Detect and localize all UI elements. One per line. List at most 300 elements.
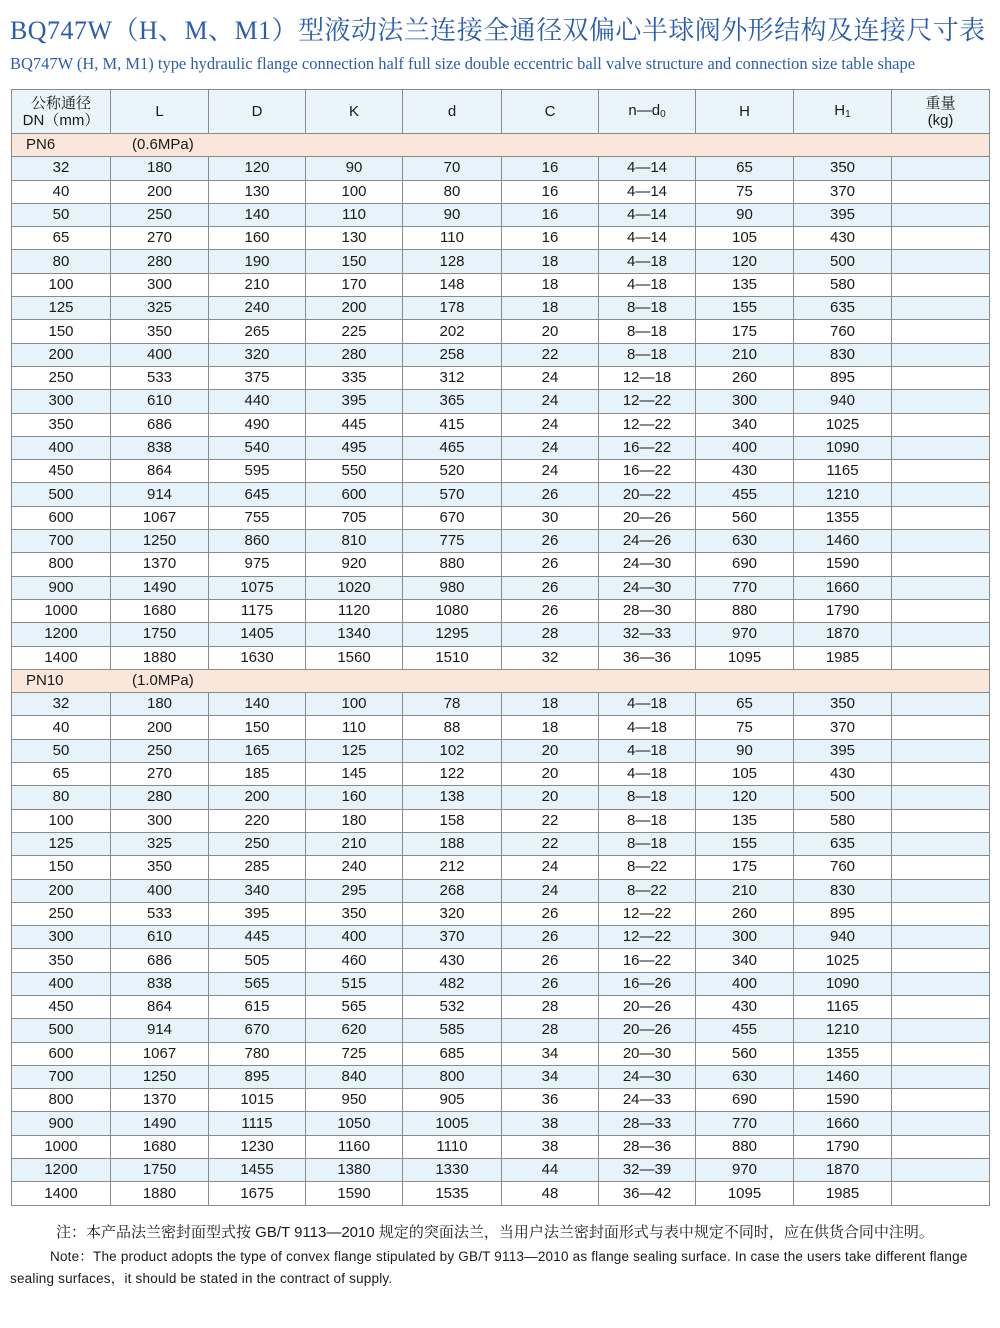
table-cell: 1115 xyxy=(209,1112,306,1135)
table-cell: 250 xyxy=(111,739,209,762)
table-cell xyxy=(892,995,990,1018)
table-cell: 20—26 xyxy=(599,506,696,529)
table-cell: 185 xyxy=(209,763,306,786)
table-cell: 24 xyxy=(502,460,599,483)
table-cell: 560 xyxy=(696,506,794,529)
table-row xyxy=(12,460,990,483)
table-cell: 4—14 xyxy=(599,227,696,250)
table-cell: 1095 xyxy=(696,1182,794,1205)
table-cell: 8—18 xyxy=(599,786,696,809)
table-cell xyxy=(892,949,990,972)
table-row xyxy=(12,1042,990,1065)
table-cell: 12—22 xyxy=(599,902,696,925)
table-cell: 24—30 xyxy=(599,1065,696,1088)
table-cell: 65 xyxy=(12,227,111,250)
table-cell: 220 xyxy=(209,809,306,832)
table-cell: 580 xyxy=(794,273,892,296)
table-cell xyxy=(892,297,990,320)
table-cell: 4—18 xyxy=(599,716,696,739)
table-cell: 12—22 xyxy=(599,926,696,949)
table-cell: 16 xyxy=(502,180,599,203)
table-cell: 78 xyxy=(403,693,502,716)
note-chinese: 注：本产品法兰密封面型式按 GB/T 9113—2010 规定的突面法兰，当用户法兰密封面形式与表中规定不同时，应在供货合同中注明。 xyxy=(56,1224,934,1241)
table-cell: 16 xyxy=(502,227,599,250)
table-cell xyxy=(892,1042,990,1065)
table-cell: 8—18 xyxy=(599,297,696,320)
table-row xyxy=(12,949,990,972)
table-cell: 4—18 xyxy=(599,739,696,762)
table-cell: 1880 xyxy=(111,1182,209,1205)
table-cell: 140 xyxy=(209,693,306,716)
table-cell xyxy=(892,390,990,413)
table-cell: 830 xyxy=(794,879,892,902)
table-cell: 430 xyxy=(696,460,794,483)
table-cell: 686 xyxy=(111,413,209,436)
table-cell: 150 xyxy=(12,320,111,343)
table-cell xyxy=(892,1112,990,1135)
table-cell: 26 xyxy=(502,949,599,972)
table-cell: 120 xyxy=(209,157,306,180)
table-cell: 20—22 xyxy=(599,483,696,506)
table-cell: 48 xyxy=(502,1182,599,1205)
table-row xyxy=(12,809,990,832)
table-cell: 65 xyxy=(12,763,111,786)
table-cell xyxy=(892,1089,990,1112)
table-cell: 26 xyxy=(502,926,599,949)
table-cell: 1400 xyxy=(12,1182,111,1205)
table-row xyxy=(12,227,990,250)
col-header-n-d0 xyxy=(599,90,696,134)
table-cell: 24 xyxy=(502,856,599,879)
table-row xyxy=(12,180,990,203)
table-cell: 1455 xyxy=(209,1159,306,1182)
table-row xyxy=(12,366,990,389)
table-cell: 350 xyxy=(111,856,209,879)
table-cell: 90 xyxy=(306,157,403,180)
table-row xyxy=(12,1159,990,1182)
table-cell: 12—18 xyxy=(599,366,696,389)
table-cell: 20—26 xyxy=(599,995,696,1018)
table-cell: 1000 xyxy=(12,599,111,622)
table-cell: 38 xyxy=(502,1135,599,1158)
table-cell: 970 xyxy=(696,623,794,646)
table-cell: 780 xyxy=(209,1042,306,1065)
table-cell xyxy=(892,646,990,669)
table-cell: 130 xyxy=(209,180,306,203)
table-cell: 635 xyxy=(794,832,892,855)
table-cell: 50 xyxy=(12,739,111,762)
table-cell: 150 xyxy=(306,250,403,273)
table-cell: 940 xyxy=(794,926,892,949)
table-cell: 775 xyxy=(403,530,502,553)
table-cell: 880 xyxy=(696,599,794,622)
table-cell: 500 xyxy=(12,1019,111,1042)
table-cell: 8—18 xyxy=(599,809,696,832)
table-cell: 760 xyxy=(794,856,892,879)
table-cell: 1230 xyxy=(209,1135,306,1158)
table-cell: 20 xyxy=(502,763,599,786)
table-row xyxy=(12,926,990,949)
table-cell: 370 xyxy=(403,926,502,949)
table-cell: 320 xyxy=(209,343,306,366)
table-cell: 430 xyxy=(794,227,892,250)
table-row xyxy=(12,1135,990,1158)
table-cell: 490 xyxy=(209,413,306,436)
table-cell xyxy=(892,553,990,576)
table-cell: 830 xyxy=(794,343,892,366)
table-cell: 160 xyxy=(209,227,306,250)
table-cell: 300 xyxy=(12,926,111,949)
table-cell: 4—18 xyxy=(599,763,696,786)
table-cell: 1000 xyxy=(12,1135,111,1158)
page-title: BQ747W（H、M、M1）型液动法兰连接全通径双偏心半球阀外形结构及连接尺寸表 xyxy=(10,16,986,45)
table-cell: 75 xyxy=(696,716,794,739)
table-cell: 1590 xyxy=(306,1182,403,1205)
table-cell: 300 xyxy=(696,926,794,949)
col-header-d: d xyxy=(403,90,502,134)
table-cell: 400 xyxy=(696,972,794,995)
table-cell: 180 xyxy=(111,157,209,180)
table-cell: 755 xyxy=(209,506,306,529)
table-cell: 325 xyxy=(111,297,209,320)
table-cell: 30 xyxy=(502,506,599,529)
table-cell: 350 xyxy=(12,413,111,436)
table-cell: 940 xyxy=(794,390,892,413)
table-cell: 500 xyxy=(794,786,892,809)
table-cell: 200 xyxy=(12,879,111,902)
table-cell: 495 xyxy=(306,436,403,459)
table-cell: 18 xyxy=(502,716,599,739)
table-cell: 8—22 xyxy=(599,879,696,902)
dimension-table xyxy=(11,89,990,1206)
table-cell: 460 xyxy=(306,949,403,972)
table-cell: 430 xyxy=(696,995,794,1018)
table-cell: 240 xyxy=(306,856,403,879)
table-cell xyxy=(892,157,990,180)
table-cell: 28—30 xyxy=(599,599,696,622)
table-cell: 312 xyxy=(403,366,502,389)
table-cell: 16 xyxy=(502,157,599,180)
table-cell: 970 xyxy=(696,1159,794,1182)
table-row xyxy=(12,203,990,226)
table-body xyxy=(12,134,990,1206)
table-cell: 120 xyxy=(696,250,794,273)
table-cell: 50 xyxy=(12,203,111,226)
table-cell: 1790 xyxy=(794,599,892,622)
table-cell xyxy=(892,413,990,436)
table-cell: 155 xyxy=(696,832,794,855)
table-cell: 1050 xyxy=(306,1112,403,1135)
table-row xyxy=(12,856,990,879)
table-cell: 395 xyxy=(209,902,306,925)
section-pressure-label: (1.0MPa) xyxy=(132,671,194,689)
table-cell: 350 xyxy=(306,902,403,925)
table-cell: 400 xyxy=(306,926,403,949)
table-cell: 532 xyxy=(403,995,502,1018)
table-cell: 300 xyxy=(111,273,209,296)
table-cell xyxy=(892,716,990,739)
table-cell: 1200 xyxy=(12,1159,111,1182)
table-cell: 1660 xyxy=(794,1112,892,1135)
table-cell: 155 xyxy=(696,297,794,320)
table-cell: 880 xyxy=(403,553,502,576)
table-cell: 122 xyxy=(403,763,502,786)
table-cell: 32 xyxy=(12,157,111,180)
table-cell: 1165 xyxy=(794,460,892,483)
table-cell xyxy=(892,576,990,599)
table-cell: 12—22 xyxy=(599,413,696,436)
table-cell: 88 xyxy=(403,716,502,739)
table-cell: 36 xyxy=(502,1089,599,1112)
table-cell: 210 xyxy=(306,832,403,855)
table-cell: 465 xyxy=(403,436,502,459)
table-cell: 395 xyxy=(794,203,892,226)
table-cell: 145 xyxy=(306,763,403,786)
table-cell: 920 xyxy=(306,553,403,576)
table-cell: 440 xyxy=(209,390,306,413)
table-cell: 350 xyxy=(794,157,892,180)
table-row xyxy=(12,716,990,739)
table-cell: 280 xyxy=(306,343,403,366)
table-cell xyxy=(892,203,990,226)
table-cell: 1490 xyxy=(111,1112,209,1135)
table-cell: 914 xyxy=(111,1019,209,1042)
table-cell: 1355 xyxy=(794,1042,892,1065)
table-cell xyxy=(892,623,990,646)
table-cell: 370 xyxy=(794,180,892,203)
table-cell: 533 xyxy=(111,366,209,389)
table-cell: 102 xyxy=(403,739,502,762)
table-cell: 20—30 xyxy=(599,1042,696,1065)
table-cell: 32—39 xyxy=(599,1159,696,1182)
table-cell: 24 xyxy=(502,436,599,459)
table-cell: 140 xyxy=(209,203,306,226)
table-cell: 260 xyxy=(696,902,794,925)
table-cell: 160 xyxy=(306,786,403,809)
table-cell: 365 xyxy=(403,390,502,413)
table-cell: 110 xyxy=(403,227,502,250)
table-row xyxy=(12,832,990,855)
table-cell: 90 xyxy=(403,203,502,226)
col-header-dn-line2: DN（mm） xyxy=(22,111,100,129)
table-cell: 800 xyxy=(12,553,111,576)
table-cell: 1080 xyxy=(403,599,502,622)
table-row xyxy=(12,530,990,553)
table-cell: 1200 xyxy=(12,623,111,646)
table-cell: 24—26 xyxy=(599,530,696,553)
table-cell: 520 xyxy=(403,460,502,483)
table-cell: 250 xyxy=(12,902,111,925)
table-cell: 210 xyxy=(696,879,794,902)
table-row xyxy=(12,390,990,413)
table-cell: 1250 xyxy=(111,1065,209,1088)
table-cell: 895 xyxy=(794,366,892,389)
table-cell xyxy=(892,1065,990,1088)
table-cell: 16 xyxy=(502,203,599,226)
table-cell: 18 xyxy=(502,250,599,273)
table-cell: 8—22 xyxy=(599,856,696,879)
table-cell: 1020 xyxy=(306,576,403,599)
table-cell xyxy=(892,832,990,855)
table-cell: 16—26 xyxy=(599,972,696,995)
table-cell: 32—33 xyxy=(599,623,696,646)
col-header-n-d0-sub: 0 xyxy=(660,109,666,120)
table-cell: 540 xyxy=(209,436,306,459)
table-cell: 28—36 xyxy=(599,1135,696,1158)
table-cell: 1400 xyxy=(12,646,111,669)
table-cell: 565 xyxy=(209,972,306,995)
col-header-D: D xyxy=(209,90,306,134)
table-cell xyxy=(892,227,990,250)
table-cell: 810 xyxy=(306,530,403,553)
table-cell: 1380 xyxy=(306,1159,403,1182)
table-cell: 258 xyxy=(403,343,502,366)
table-cell: 450 xyxy=(12,995,111,1018)
table-cell: 395 xyxy=(794,739,892,762)
table-cell xyxy=(892,1182,990,1205)
table-cell: 200 xyxy=(306,297,403,320)
table-cell: 65 xyxy=(696,693,794,716)
table-cell: 4—14 xyxy=(599,157,696,180)
table-cell: 300 xyxy=(12,390,111,413)
table-cell: 24 xyxy=(502,366,599,389)
table-cell: 370 xyxy=(794,716,892,739)
table-cell: 110 xyxy=(306,716,403,739)
table-row xyxy=(12,506,990,529)
table-cell: 340 xyxy=(696,949,794,972)
table-cell: 1095 xyxy=(696,646,794,669)
table-cell: 16—22 xyxy=(599,460,696,483)
table-cell: 24—33 xyxy=(599,1089,696,1112)
table-cell: 28 xyxy=(502,1019,599,1042)
table-cell: 550 xyxy=(306,460,403,483)
table-cell: 375 xyxy=(209,366,306,389)
table-cell: 320 xyxy=(403,902,502,925)
table-cell xyxy=(892,1159,990,1182)
table-row xyxy=(12,646,990,669)
table-cell: 268 xyxy=(403,879,502,902)
table-cell: 16—22 xyxy=(599,436,696,459)
table-cell: 300 xyxy=(696,390,794,413)
table-cell: 100 xyxy=(12,809,111,832)
table-cell: 70 xyxy=(403,157,502,180)
table-cell: 80 xyxy=(12,786,111,809)
table-cell: 620 xyxy=(306,1019,403,1042)
table-cell: 864 xyxy=(111,460,209,483)
table-cell: 28 xyxy=(502,623,599,646)
table-cell: 685 xyxy=(403,1042,502,1065)
table-cell: 400 xyxy=(111,343,209,366)
table-cell: 1355 xyxy=(794,506,892,529)
table-cell: 1210 xyxy=(794,1019,892,1042)
table-cell: 1985 xyxy=(794,646,892,669)
col-header-weight-line1: 重量 xyxy=(925,94,956,112)
table-cell: 260 xyxy=(696,366,794,389)
table-cell: 40 xyxy=(12,180,111,203)
table-cell xyxy=(892,366,990,389)
table-cell xyxy=(892,599,990,622)
table-cell: 1090 xyxy=(794,436,892,459)
table-cell: 18 xyxy=(502,297,599,320)
table-cell xyxy=(892,460,990,483)
table-cell: 200 xyxy=(209,786,306,809)
table-cell: 1870 xyxy=(794,623,892,646)
table-cell: 80 xyxy=(12,250,111,273)
table-cell: 335 xyxy=(306,366,403,389)
section-pn-label: PN10 xyxy=(26,671,64,689)
table-cell xyxy=(892,786,990,809)
col-header-H1-label: H xyxy=(834,102,846,119)
table-cell: 4—18 xyxy=(599,273,696,296)
table-cell: 190 xyxy=(209,250,306,273)
table-cell: 760 xyxy=(794,320,892,343)
table-cell: 350 xyxy=(12,949,111,972)
table-cell: 400 xyxy=(12,972,111,995)
table-row xyxy=(12,483,990,506)
col-header-H: H xyxy=(696,90,794,134)
table-cell: 125 xyxy=(12,832,111,855)
table-cell: 770 xyxy=(696,576,794,599)
page-subtitle-en: BQ747W (H, M, M1) type hydraulic flange connection half full size double eccentric ball valve structure and connection size table shape xyxy=(10,54,916,73)
section-label-cell xyxy=(12,669,990,692)
table-cell: 1675 xyxy=(209,1182,306,1205)
table-cell: 800 xyxy=(403,1065,502,1088)
table-cell: 270 xyxy=(111,763,209,786)
table-cell: 840 xyxy=(306,1065,403,1088)
table-cell: 40 xyxy=(12,716,111,739)
table-cell: 900 xyxy=(12,1112,111,1135)
table-cell: 415 xyxy=(403,413,502,436)
col-header-H1 xyxy=(794,90,892,134)
table-cell: 400 xyxy=(12,436,111,459)
table-cell: 24—30 xyxy=(599,553,696,576)
table-cell: 26 xyxy=(502,530,599,553)
table-cell: 175 xyxy=(696,320,794,343)
table-cell: 1250 xyxy=(111,530,209,553)
table-cell: 44 xyxy=(502,1159,599,1182)
section-pressure-label: (0.6MPa) xyxy=(132,136,194,154)
table-cell xyxy=(892,809,990,832)
table-row xyxy=(12,972,990,995)
table-cell: 500 xyxy=(794,250,892,273)
table-cell: 1510 xyxy=(403,646,502,669)
table-cell: 280 xyxy=(111,250,209,273)
table-cell: 90 xyxy=(696,739,794,762)
table-cell: 565 xyxy=(306,995,403,1018)
col-header-dn-line1: 公称通径 xyxy=(30,94,91,112)
table-cell: 65 xyxy=(696,157,794,180)
table-cell: 178 xyxy=(403,297,502,320)
table-cell: 1460 xyxy=(794,530,892,553)
table-row xyxy=(12,879,990,902)
table-row xyxy=(12,343,990,366)
table-cell: 300 xyxy=(111,809,209,832)
table-row xyxy=(12,693,990,716)
table-cell: 4—14 xyxy=(599,203,696,226)
table-cell: 150 xyxy=(12,856,111,879)
table-cell: 595 xyxy=(209,460,306,483)
table-cell: 1370 xyxy=(111,1089,209,1112)
table-cell: 635 xyxy=(794,297,892,320)
table-cell: 22 xyxy=(502,343,599,366)
table-row xyxy=(12,902,990,925)
table-cell: 482 xyxy=(403,972,502,995)
table-cell xyxy=(892,320,990,343)
table-cell: 400 xyxy=(696,436,794,459)
table-cell xyxy=(892,739,990,762)
table-row xyxy=(12,1065,990,1088)
table-cell xyxy=(892,1135,990,1158)
